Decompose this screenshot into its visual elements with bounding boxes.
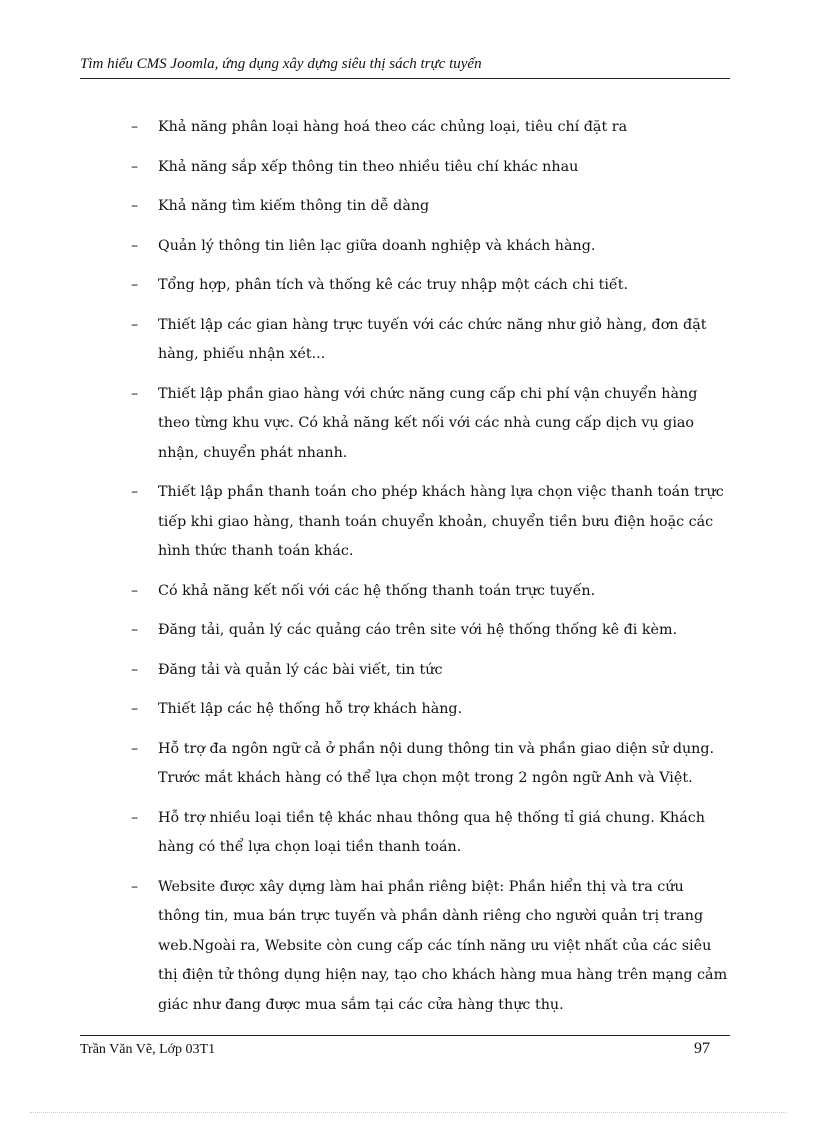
header-rule — [80, 78, 730, 79]
dash-bullet: – — [131, 740, 139, 757]
dash-bullet: – — [131, 661, 139, 678]
list-item — [80, 577, 730, 607]
list-item-text: Thiết lập các gian hàng trực tuyến với các chức năng như giỏ hàng, đơn đặt hàng, phiếu nhận xét... — [158, 316, 707, 362]
list-item-text: Khả năng sắp xếp thông tin theo nhiều tiêu chí khác nhau — [158, 158, 579, 175]
list-item-text: Khả năng tìm kiếm thông tin dễ dàng — [158, 198, 430, 214]
list-item-text: Thiết lập các hệ thống hỗ trợ khách hàng. — [158, 701, 463, 717]
list-item-text: Hỗ trợ đa ngôn ngữ cả ở phần nội dung thông tin và phần giao diện sử dụng. Trước mắt khách hàng có thể lựa chọn một trong 2 ngôn ngữ Anh và Việt. — [158, 740, 715, 786]
dash-bullet: – — [131, 198, 139, 214]
dash-bullet: – — [131, 277, 139, 293]
list-item-text: Đăng tải và quản lý các bài viết, tin tức — [158, 661, 443, 678]
dash-bullet: – — [131, 316, 139, 333]
list-item — [80, 113, 730, 143]
list-item-text: Tổng hợp, phân tích và thống kê các truy nhập một cách chi tiết. — [158, 277, 628, 293]
footer-rule — [80, 1035, 730, 1036]
list-item — [80, 311, 730, 370]
list-item — [80, 656, 730, 686]
list-item-text: Thiết lập phần thanh toán cho phép khách hàng lựa chọn việc thanh toán trực tiếp khi giao hàng, thanh toán chuyển khoản, chuyển tiền bưu điện hoặc các hình thức thanh toán khác. — [158, 484, 724, 559]
list-item-text: Quản lý thông tin liên lạc giữa doanh nghiệp và khách hàng. — [158, 237, 596, 254]
dash-bullet: – — [131, 237, 139, 254]
list-item — [80, 735, 730, 794]
dash-bullet: – — [131, 701, 139, 717]
dash-bullet: – — [131, 119, 139, 135]
list-item — [80, 478, 730, 567]
page-edge-divider — [30, 1112, 786, 1113]
list-item-text: Khả năng phân loại hàng hoá theo các chủng loại, tiêu chí đặt ra — [158, 119, 628, 135]
list-item — [80, 873, 730, 1021]
list-item — [80, 232, 730, 262]
dash-bullet: – — [131, 622, 139, 638]
list-item — [80, 380, 730, 469]
running-header: Tìm hiểu CMS Joomla, ứng dụng xây dựng siêu thị sách trực tuyến — [80, 56, 482, 72]
dash-bullet: – — [131, 385, 139, 402]
dash-bullet: – — [131, 158, 139, 175]
dash-bullet: – — [131, 582, 139, 599]
list-item — [80, 616, 730, 646]
page-number: 97 — [694, 1040, 710, 1057]
list-item — [80, 192, 730, 222]
list-item-text: Có khả năng kết nối với các hệ thống thanh toán trực tuyến. — [158, 582, 596, 599]
feature-list — [80, 113, 730, 1030]
dash-bullet: – — [131, 878, 139, 895]
dash-bullet: – — [131, 809, 139, 826]
list-item — [80, 271, 730, 301]
dash-bullet: – — [131, 484, 139, 500]
list-item — [80, 695, 730, 725]
list-item-text: Hỗ trợ nhiều loại tiền tệ khác nhau thông qua hệ thống tỉ giá chung. Khách hàng có thể lựa chọn loại tiền thanh toán. — [158, 809, 705, 855]
list-item-text: Đăng tải, quản lý các quảng cáo trên site với hệ thống thống kê đi kèm. — [158, 622, 678, 638]
list-item-text: Website được xây dựng làm hai phần riêng biệt: Phần hiển thị và tra cứu thông tin, mua bán trực tuyến và phần dành riêng cho người quản trị trang web.Ngoài ra, Website còn cung cấp các tính năng ưu việt nhất của các siêu thị điện tử thông dụng hiện nay, tạo cho khách hàng mua hàng trên mạng cảm giác như đang được mua sắm tại các cửa hàng thực thụ. — [158, 878, 728, 1013]
list-item — [80, 804, 730, 863]
list-item-text: Thiết lập phần giao hàng với chức năng cung cấp chi phí vận chuyển hàng theo từng khu vực. Có khả năng kết nối với các nhà cung cấp dịch vụ giao nhận, chuyển phát nhanh. — [158, 385, 698, 461]
footer-author: Trần Văn Vẽ, Lớp 03T1 — [80, 1042, 216, 1057]
list-item — [80, 153, 730, 183]
